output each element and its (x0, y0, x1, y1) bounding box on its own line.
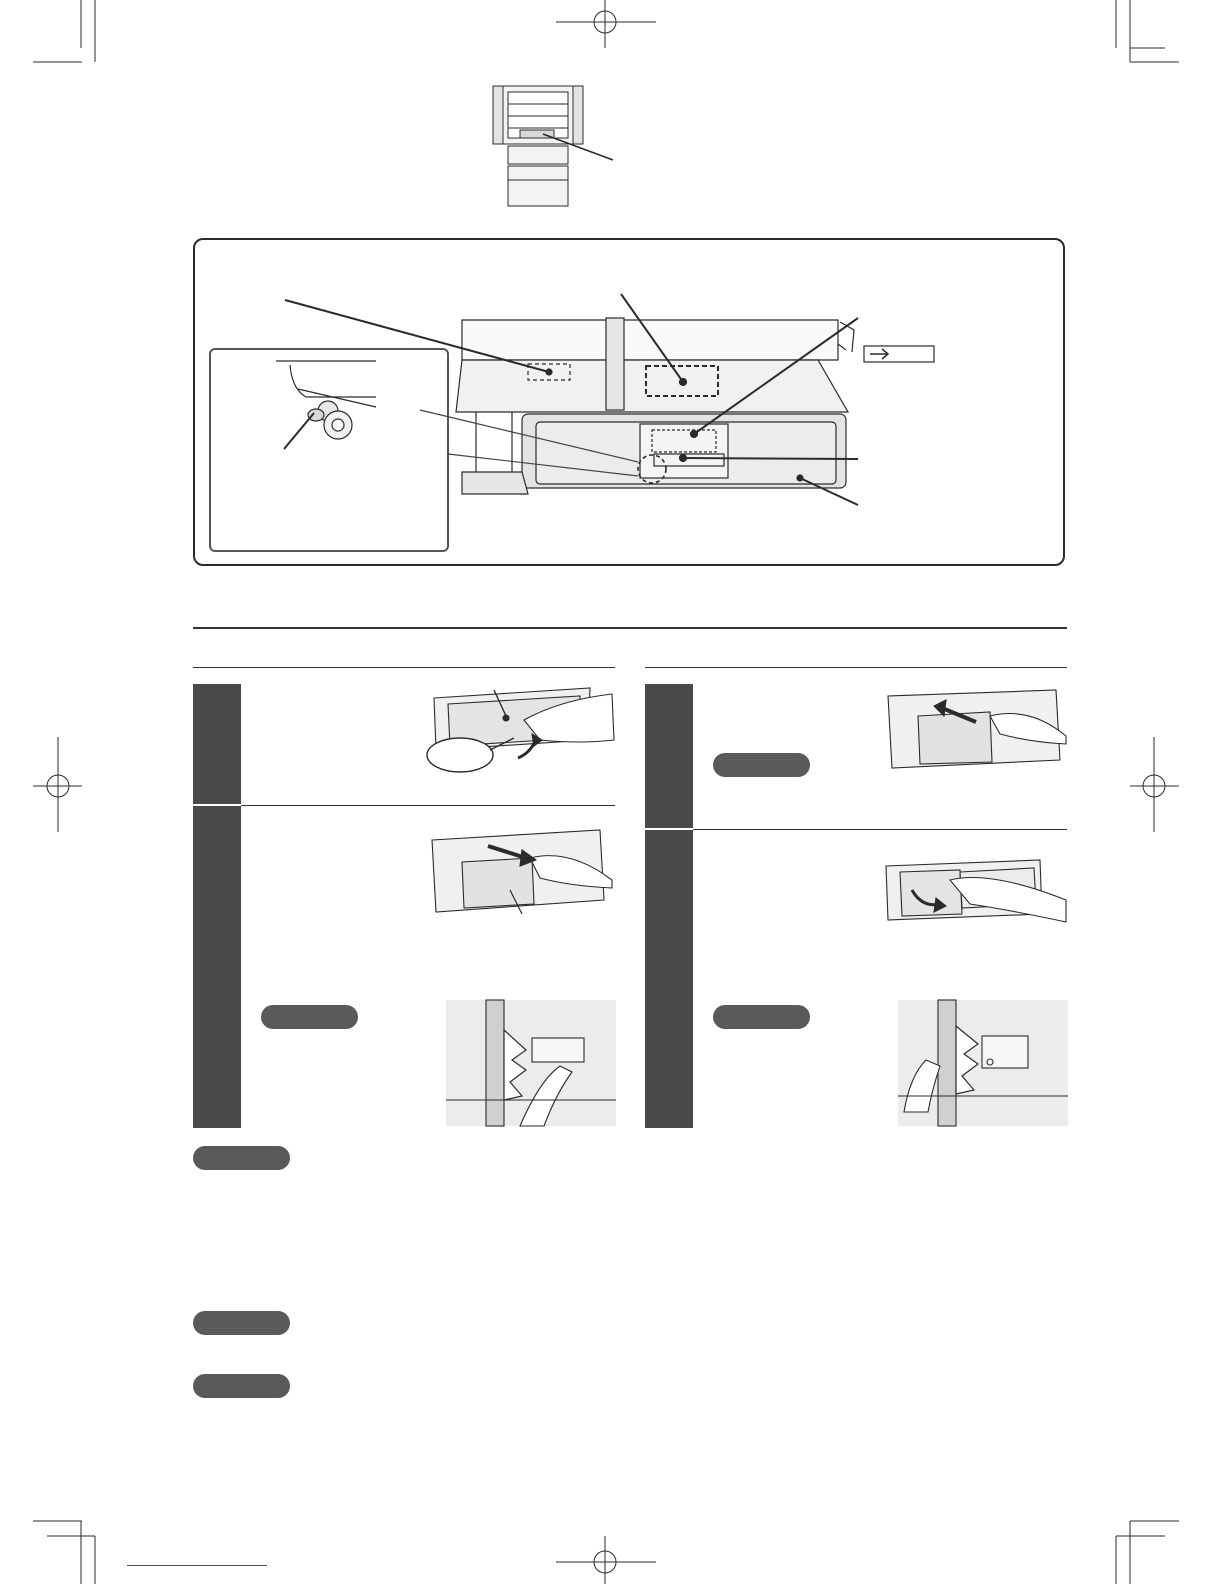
footer-link-underline (127, 1565, 267, 1566)
close-tank-lid-icon (886, 860, 1066, 922)
pull-tank-lid-icon (427, 688, 614, 772)
push-tank-in-icon (888, 690, 1066, 768)
slide-tank-out-icon (432, 830, 612, 914)
